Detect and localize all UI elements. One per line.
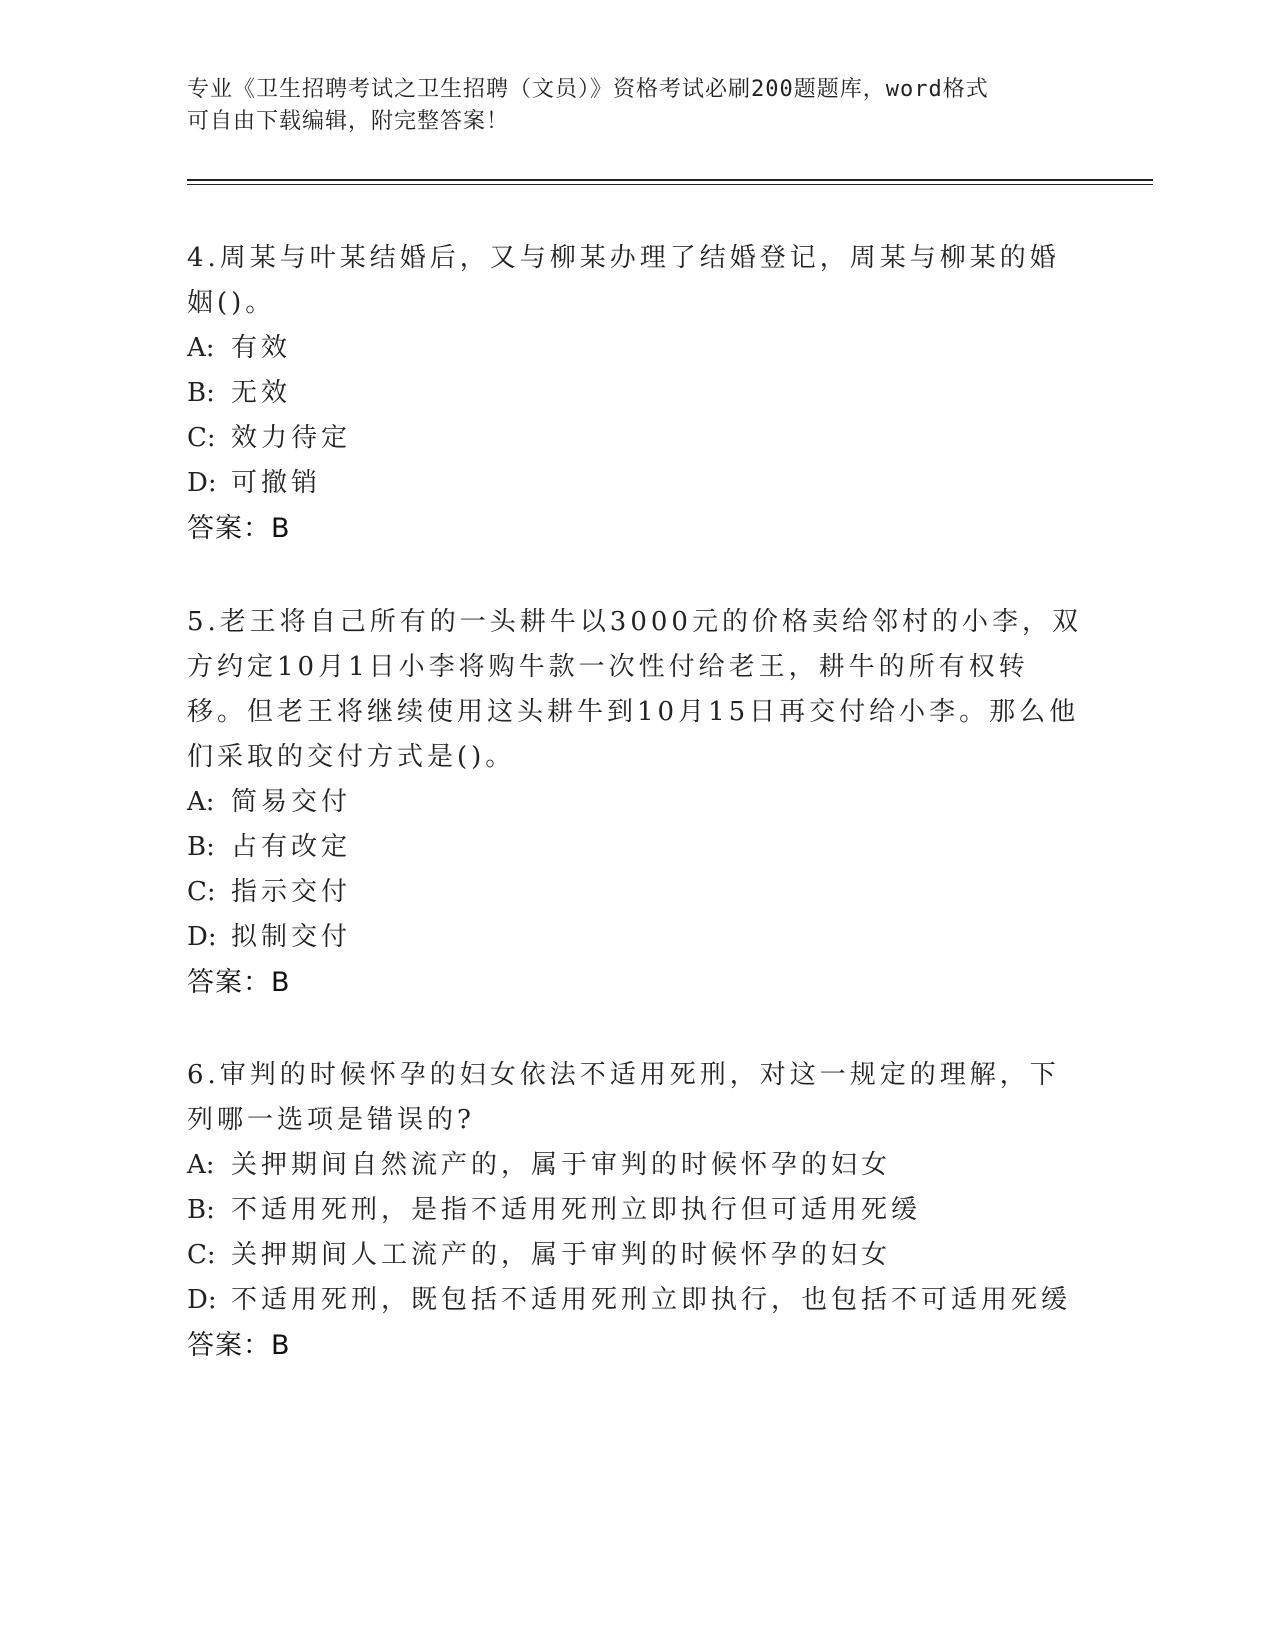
header-divider-thin [187,184,1153,185]
option-a [187,326,1087,371]
header-line-1: 专业《卫生招聘考试之卫生招聘（文员）》资格考试必刷200题题库，word格式 [187,77,989,102]
option-key: A: [187,1150,215,1180]
option-b [187,371,1087,416]
answer-line: 答案：B [187,1330,291,1361]
option-text: 拟制交付 [231,922,352,952]
option-a [187,780,1087,825]
option-text: 效力待定 [231,423,352,453]
option-text: 不适用死刑，既包括不适用死刑立即执行，也包括不可适用死缓 [231,1285,1072,1315]
question-stem: 6.审判的时候怀孕的妇女依法不适用死刑，对这一规定的理解，下列哪一选项是错误的? [187,1060,1060,1135]
question-6 [187,1053,1087,1368]
option-key: A: [187,787,215,817]
option-d [187,915,1087,960]
question-4 [187,236,1087,551]
answer-line: 答案：B [187,513,291,544]
option-text: 关押期间人工流产的，属于审判的时候怀孕的妇女 [231,1240,892,1270]
option-key: C: [187,877,216,907]
option-c [187,416,1087,461]
option-key: C: [187,423,216,453]
question-stem: 5.老王将自己所有的一头耕牛以3000元的价格卖给邻村的小李，双方约定10月1日小李将购牛款一次性付给老王，耕牛的所有权转移。但老王将继续使用这头耕牛到10月15日再交付给小李。那么他们采取的交付方式是()。 [187,607,1082,772]
option-c [187,1233,1087,1278]
option-c [187,870,1087,915]
option-key: B: [187,832,215,862]
option-b [187,1188,1087,1233]
option-key: A: [187,333,215,363]
answer-line: 答案：B [187,967,291,998]
option-text: 不适用死刑，是指不适用死刑立即执行但可适用死缓 [231,1195,922,1225]
document-header [187,74,1067,138]
option-key: D: [187,922,217,952]
option-d [187,461,1087,506]
option-key: B: [187,1195,215,1225]
option-d [187,1278,1087,1323]
option-key: D: [187,1285,217,1315]
header-divider-thick [187,179,1153,181]
option-key: C: [187,1240,216,1270]
option-text: 关押期间自然流产的，属于审判的时候怀孕的妇女 [231,1150,892,1180]
question-5 [187,600,1087,1005]
option-b [187,825,1087,870]
option-text: 指示交付 [231,877,352,907]
option-key: B: [187,378,215,408]
option-text: 简易交付 [231,787,352,817]
option-text: 占有改定 [231,832,352,862]
option-key: D: [187,468,217,498]
question-stem: 4.周某与叶某结婚后，又与柳某办理了结婚登记，周某与柳某的婚姻()。 [187,243,1060,318]
option-text: 有效 [231,333,292,363]
header-line-2: 可自由下载编辑，附完整答案！ [187,109,510,134]
option-text: 可撤销 [231,468,322,498]
option-text: 无效 [231,378,292,408]
option-a [187,1143,1087,1188]
